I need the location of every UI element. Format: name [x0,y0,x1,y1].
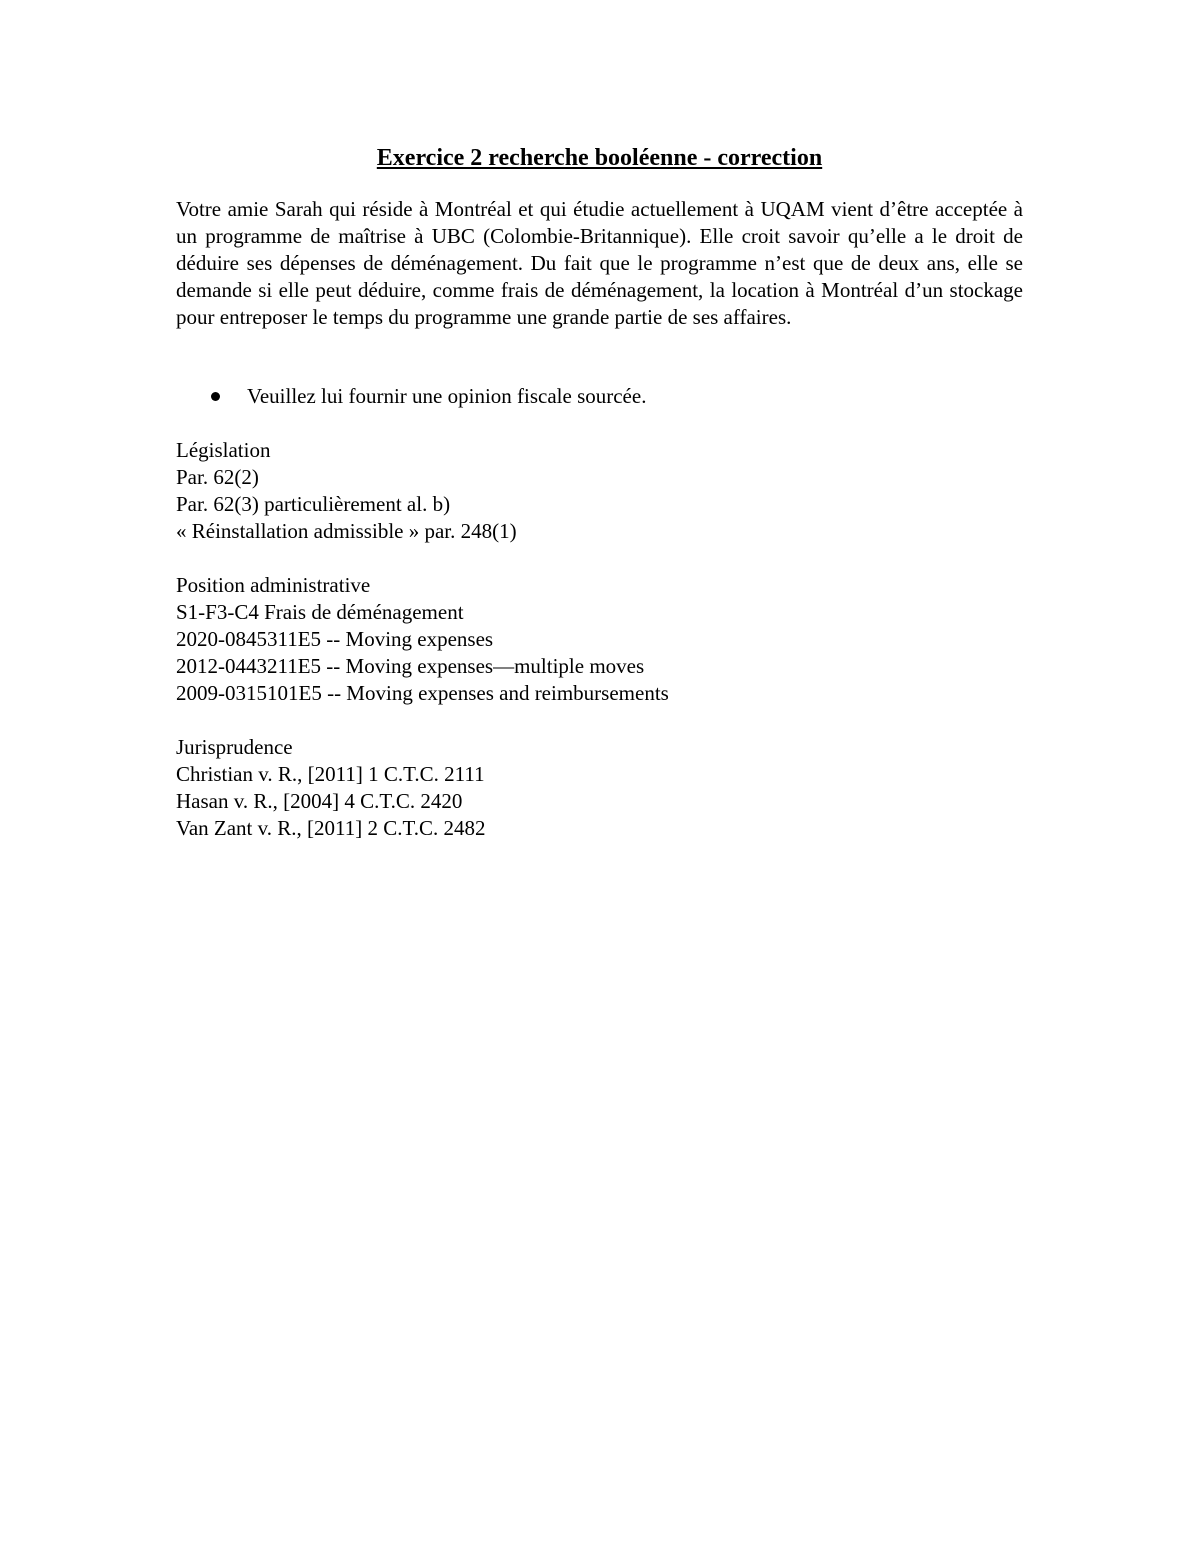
legislation-line: Par. 62(2) [176,465,259,489]
legislation-line: « Réinstallation admissible » par. 248(1) [176,519,517,543]
document-page [176,140,1023,842]
jurisprudence-line: Hasan v. R., [2004] 4 C.T.C. 2420 [176,789,463,813]
administrative-line: 2020-0845311E5 -- Moving expenses [176,627,494,651]
administrative-line: 2012-0443211E5 -- Moving expenses—multiple moves [176,654,645,678]
jurisprudence-section [176,734,1023,842]
jurisprudence-line: Van Zant v. R., [2011] 2 C.T.C. 2482 [176,816,486,840]
instruction-text: Veuillez lui fournir une opinion fiscale sourcée. [247,384,647,408]
jurisprudence-line: Christian v. R., [2011] 1 C.T.C. 2111 [176,762,485,786]
administrative-heading: Position administrative [176,573,371,597]
jurisprudence-heading: Jurisprudence [176,735,293,759]
administrative-line: S1-F3-C4 Frais de déménagement [176,600,464,624]
legislation-line: Par. 62(3) particulièrement al. b) [176,492,451,516]
legislation-section [176,437,1023,545]
intro-paragraph: Votre amie Sarah qui réside à Montréal et qui étudie actuellement à UQAM vient d’être acceptée à un programme de maîtrise à UBC (Colombie-Britannique). Elle croit savoir qu’elle a le droit de déduire ses dépenses de déménagement. Du fait que le programme n’est que de deux ans, elle se demande si elle peut déduire, comme frais de déménagement, la location à Montréal d’un stockage pour entreposer le temps du programme une grande partie de ses affaires. [176,197,1023,329]
document-title: Exercice 2 recherche booléenne - correction [376,145,823,171]
administrative-line: 2009-0315101E5 -- Moving expenses and reimbursements [176,681,669,705]
instruction-item [176,383,1023,410]
administrative-section [176,572,1023,707]
instruction-list [176,383,1023,410]
bullet-icon [211,392,220,401]
legislation-heading: Législation [176,438,271,462]
